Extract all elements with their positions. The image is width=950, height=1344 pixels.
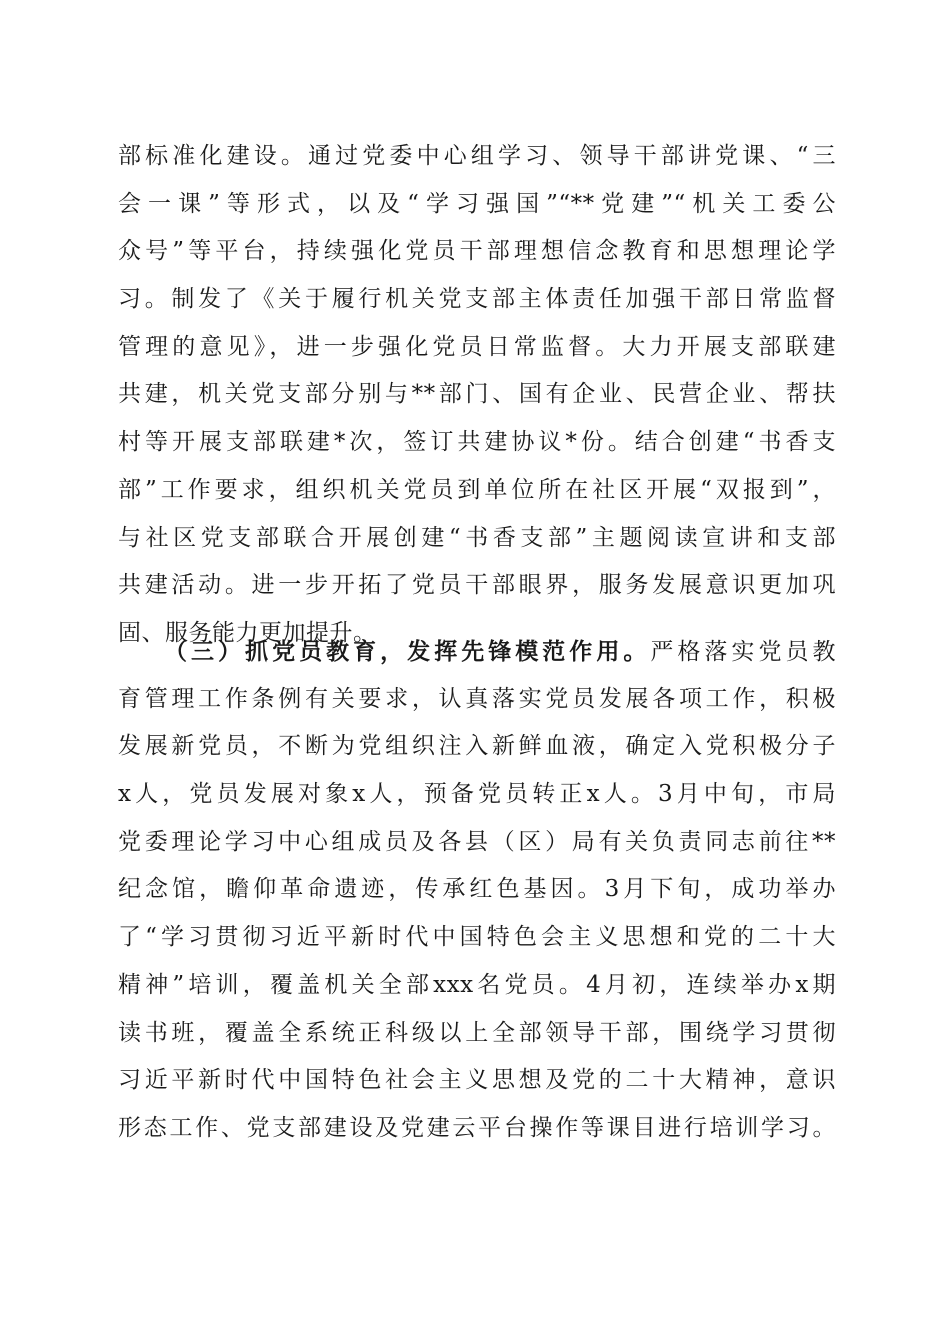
paragraph-2 bbox=[118, 628, 836, 1153]
paragraph-1-line: 共建活动。进一步开拓了党员干部眼界，服务发展意识更加巩 bbox=[118, 572, 836, 599]
paragraph-1-line: 部标准化建设。通过党委中心组学习、领导干部讲党课、“三 bbox=[118, 143, 836, 169]
paragraph-1-line: 会一课”等形式，以及“学习强国”“**党建”“机关工委公 bbox=[118, 190, 836, 217]
paragraph-1-line: 共建，机关党支部分别与**部门、国有企业、民营企业、帮扶 bbox=[118, 381, 836, 408]
paragraph-2-line: 精神”培训，覆盖机关全部xxx名党员。4月初，连续举办x期 bbox=[118, 971, 836, 998]
section-heading: （三）抓党员教育，发挥先锋模范作用。 bbox=[164, 638, 651, 665]
paragraph-2-line: 发展新党员，不断为党组织注入新鲜血液，确定入党积极分子 bbox=[118, 733, 836, 760]
paragraph-1-line: 习。制发了《关于履行机关党支部主体责任加强干部日常监督 bbox=[118, 286, 836, 313]
paragraph-1 bbox=[118, 133, 836, 658]
paragraph-2-line: 形态工作、党支部建设及党建云平台操作等课目进行培训学习。 bbox=[118, 1114, 836, 1141]
paragraph-1-line: 管理的意见》，进一步强化党员日常监督。大力开展支部联建 bbox=[118, 333, 836, 360]
paragraph-2-first-line-text: 严格落实党员教 bbox=[650, 639, 837, 665]
paragraph-2-line: 育管理工作条例有关要求，认真落实党员发展各项工作，积极 bbox=[118, 685, 836, 712]
paragraph-2-line: x人，党员发展对象x人，预备党员转正x人。3月中旬，市局 bbox=[118, 781, 836, 808]
paragraph-1-line: 部”工作要求，组织机关党员到单位所在社区开展“双报到”， bbox=[118, 476, 836, 503]
paragraph-2-line: 读书班，覆盖全系统正科级以上全部领导干部，围绕学习贯彻 bbox=[118, 1019, 836, 1046]
paragraph-1-line: 与社区党支部联合开展创建“书香支部”主题阅读宣讲和支部 bbox=[118, 524, 836, 551]
paragraph-2-line: 党委理论学习中心组成员及各县（区）局有关负责同志前往** bbox=[118, 828, 836, 855]
paragraph-2-line: 纪念馆，瞻仰革命遗迹，传承红色基因。3月下旬，成功举办 bbox=[118, 876, 836, 903]
paragraph-2-line: 了“学习贯彻习近平新时代中国特色会主义思想和党的二十大 bbox=[118, 924, 836, 951]
paragraph-2-line: 习近平新时代中国特色社会主义思想及党的二十大精神，意识 bbox=[118, 1067, 836, 1094]
paragraph-1-line: 固、服务能力更加提升。 bbox=[118, 619, 377, 646]
paragraph-2-first-line bbox=[118, 628, 836, 676]
paragraph-1-line: 村等开展支部联建*次，签订共建协议*份。结合创建“书香支 bbox=[118, 429, 836, 456]
paragraph-1-line: 众号”等平台，持续强化党员干部理想信念教育和思想理论学 bbox=[118, 238, 836, 265]
